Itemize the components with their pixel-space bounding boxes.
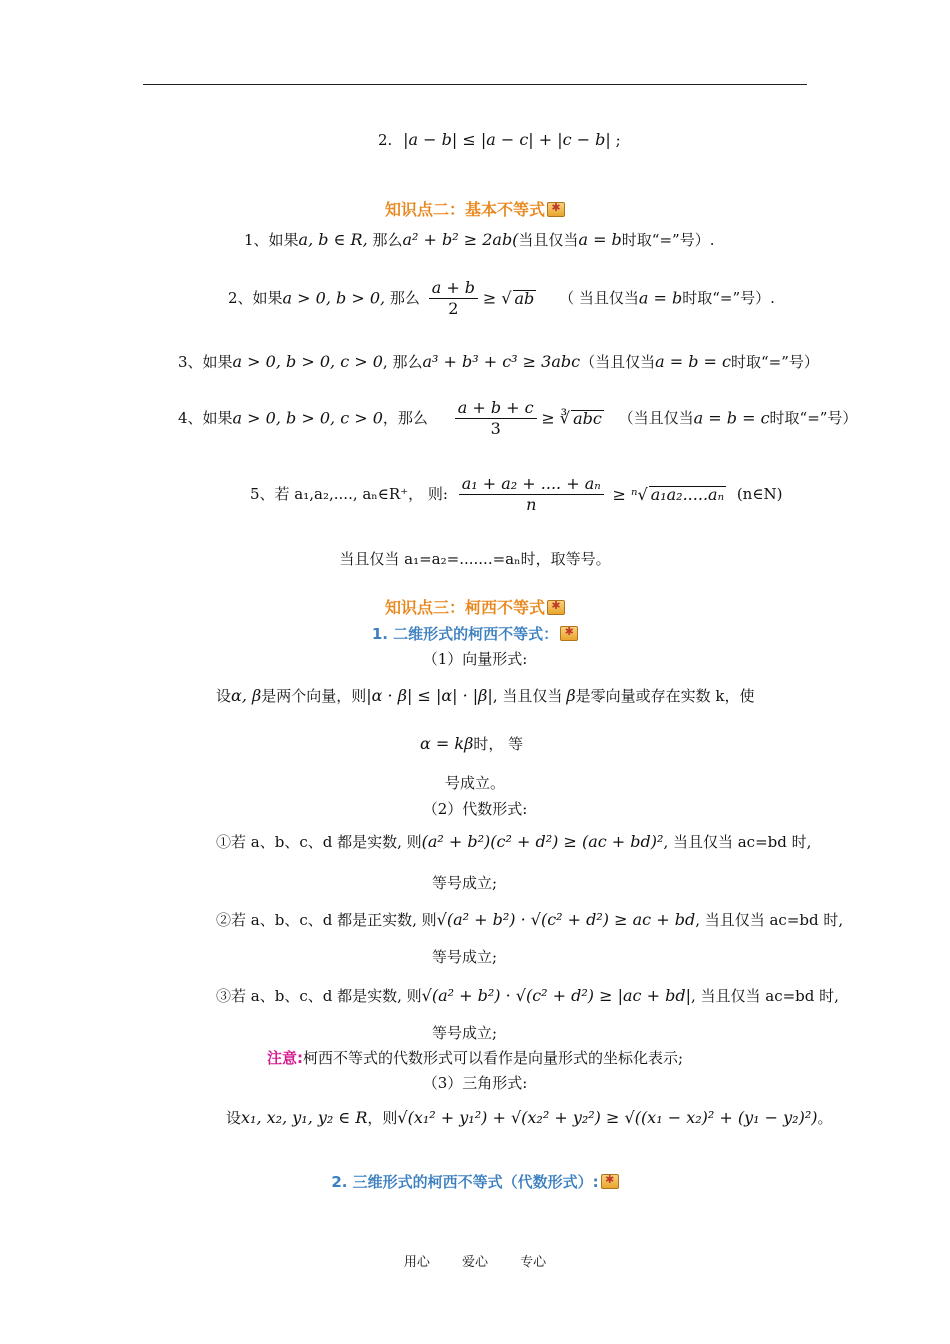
triangle-form-title: （3）三角形式:	[422, 1074, 528, 1092]
text: 时取“=”号）	[731, 353, 819, 371]
text: 4、如果	[178, 409, 233, 427]
basic-inequality-2	[228, 280, 775, 317]
text: 是零向量或存在实数 k，使	[575, 687, 755, 705]
text: , 那么	[382, 353, 423, 371]
text: 时取“=”号）.	[682, 289, 775, 307]
equality-condition: a = b	[638, 288, 683, 308]
triangle-form-line	[226, 1110, 833, 1126]
equality-condition: a = b = c	[655, 352, 732, 371]
radicand: ab	[514, 289, 535, 308]
inequality-formula: √(x₁² + y₁²) + √(x₂² + y₂²) ≥ √((x₁ − x₂)² + (y₁ − y₂)²)	[397, 1108, 818, 1127]
numerator: a + b + c	[455, 400, 537, 419]
text: ，则	[367, 1109, 398, 1127]
hold-text: 等号成立;	[432, 1024, 498, 1042]
radicand: abc	[573, 409, 602, 428]
text: , 当且仅当 ac=bd 时,	[690, 987, 839, 1005]
text: 。	[817, 1109, 833, 1127]
text: 3、如果	[178, 353, 233, 371]
triangle-inequality-line	[378, 132, 621, 148]
hold-text: 等号成立;	[432, 874, 498, 892]
hold-text: 等号成立;	[432, 948, 498, 966]
text: 当且仅当	[518, 231, 579, 249]
denominator: 2	[448, 299, 459, 318]
text: （当且仅当	[580, 353, 656, 371]
inequality-formula: √(a² + b²) · √(c² + d²) ≥ |ac + bd|	[421, 986, 691, 1005]
page-footer	[0, 1251, 950, 1270]
text: （ 当且仅当	[559, 289, 639, 307]
vector-form-line	[216, 688, 754, 704]
equality-note: 当且仅当 a₁=a₂=.......=aₙ时，取等号。	[339, 550, 611, 568]
header-rule	[143, 84, 807, 85]
subsection-2d-cauchy	[0, 626, 950, 642]
radicand: a₁a₂.....aₙ	[650, 485, 725, 504]
vector-hold-text: 号成立。	[444, 774, 505, 792]
punctuation: ;	[615, 131, 621, 149]
equality-condition: a = b = c	[693, 408, 770, 428]
folder-icon	[601, 1174, 619, 1189]
section-title-cauchy	[0, 600, 950, 616]
equality-condition: a = b	[578, 230, 622, 249]
radical-sign: ≥ ∛	[541, 408, 571, 428]
vector-symbols: α, β	[231, 686, 262, 705]
text: ，那么	[382, 409, 428, 427]
condition-formula: a, b ∈ R,	[298, 230, 368, 249]
text: ②若 a、b、c、d 都是正实数, 则	[216, 911, 437, 929]
text: (n∈N)	[736, 485, 783, 503]
algebraic-form-1	[216, 834, 811, 850]
basic-inequality-4	[178, 400, 857, 437]
folder-icon	[547, 202, 565, 217]
text: 那么	[372, 231, 403, 249]
text: , 当且仅当 ac=bd 时,	[663, 833, 812, 851]
basic-inequality-1	[244, 232, 714, 248]
text: 是两个向量，则	[261, 687, 367, 705]
numerator: a + b	[429, 280, 478, 299]
footer-text: 用心	[403, 1255, 430, 1270]
folder-icon	[547, 600, 565, 615]
inequality-formula: (a² + b²)(c² + d²) ≥ (ac + bd)²	[421, 832, 664, 851]
text: 时， 等	[473, 735, 524, 753]
folder-icon	[560, 626, 578, 641]
inequality-formula: a³ + b³ + c³ ≥ 3abc	[422, 352, 581, 371]
text: ①若 a、b、c、d 都是实数, 则	[216, 833, 422, 851]
note-text: 柯西不等式的代数形式可以看作是向量形式的坐标化表示;	[302, 1049, 684, 1067]
text: , 当且仅当 ac=bd 时,	[695, 911, 844, 929]
subsection-title: 1. 二维形式的柯西不等式：	[371, 625, 559, 643]
note-label: 注意:	[266, 1049, 303, 1067]
text: ③若 a、b、c、d 都是实数, 则	[216, 987, 422, 1005]
algebraic-form-2	[216, 912, 843, 928]
vector-inequality: |α · β| ≤ |α| · |β|	[366, 686, 493, 705]
denominator: n	[526, 495, 537, 514]
fraction	[455, 400, 537, 437]
text: 5、若 a₁,a₂,...., aₙ∈R⁺， 则:	[250, 485, 448, 503]
vector-form-title: （1）向量形式:	[422, 650, 528, 668]
text: 那么	[389, 289, 420, 307]
subsection-title: 2. 三维形式的柯西不等式（代数形式）:	[331, 1173, 599, 1191]
subsection-3d-cauchy	[0, 1174, 950, 1190]
numerator: a₁ + a₂ + .... + aₙ	[459, 476, 604, 495]
text: 设	[216, 687, 232, 705]
triangle-inequality-formula: |a − b| ≤ |a − c| + |c − b|	[403, 130, 611, 149]
vector-beta: β	[566, 686, 576, 705]
text: 设	[226, 1109, 242, 1127]
text: 1、如果	[244, 231, 299, 249]
radical-sign: ≥ √	[482, 288, 512, 308]
condition-formula: a > 0, b > 0, c > 0	[232, 408, 383, 428]
text: 时取“=”号）.	[621, 231, 715, 249]
condition-formula: a > 0, b > 0, c > 0	[232, 352, 383, 371]
denominator: 3	[490, 419, 501, 438]
text: , 当且仅当	[492, 687, 563, 705]
section-title-text: 知识点二：基本不等式	[384, 200, 545, 219]
text: 时取“=”号）	[769, 409, 858, 427]
basic-inequality-3	[178, 354, 819, 370]
fraction	[459, 476, 604, 513]
algebraic-form-title: （2）代数形式:	[422, 800, 528, 818]
item-number: 2.	[378, 131, 393, 149]
text: 2、如果	[228, 289, 283, 307]
algebraic-form-3	[216, 988, 839, 1004]
note-line	[0, 1051, 950, 1066]
vector-equality-line	[420, 736, 523, 752]
section-title-basic-inequality	[0, 202, 950, 218]
inequality-formula: √(a² + b²) · √(c² + d²) ≥ ac + bd	[436, 910, 696, 929]
condition-formula: a > 0, b > 0,	[282, 288, 386, 308]
footer-text: 爱心	[461, 1255, 488, 1270]
footer-text: 专心	[520, 1255, 547, 1270]
radical-sign: ≥ ⁿ√	[612, 484, 648, 504]
fraction	[429, 280, 478, 317]
section-title-text: 知识点三：柯西不等式	[384, 598, 545, 617]
basic-inequality-5	[250, 476, 782, 513]
inequality-formula: a² + b² ≥ 2ab(	[402, 230, 519, 249]
vector-equality: α = kβ	[420, 734, 474, 753]
condition-formula: x₁, x₂, y₁, y₂ ∈ R	[241, 1108, 368, 1127]
text: （当且仅当	[618, 409, 694, 427]
